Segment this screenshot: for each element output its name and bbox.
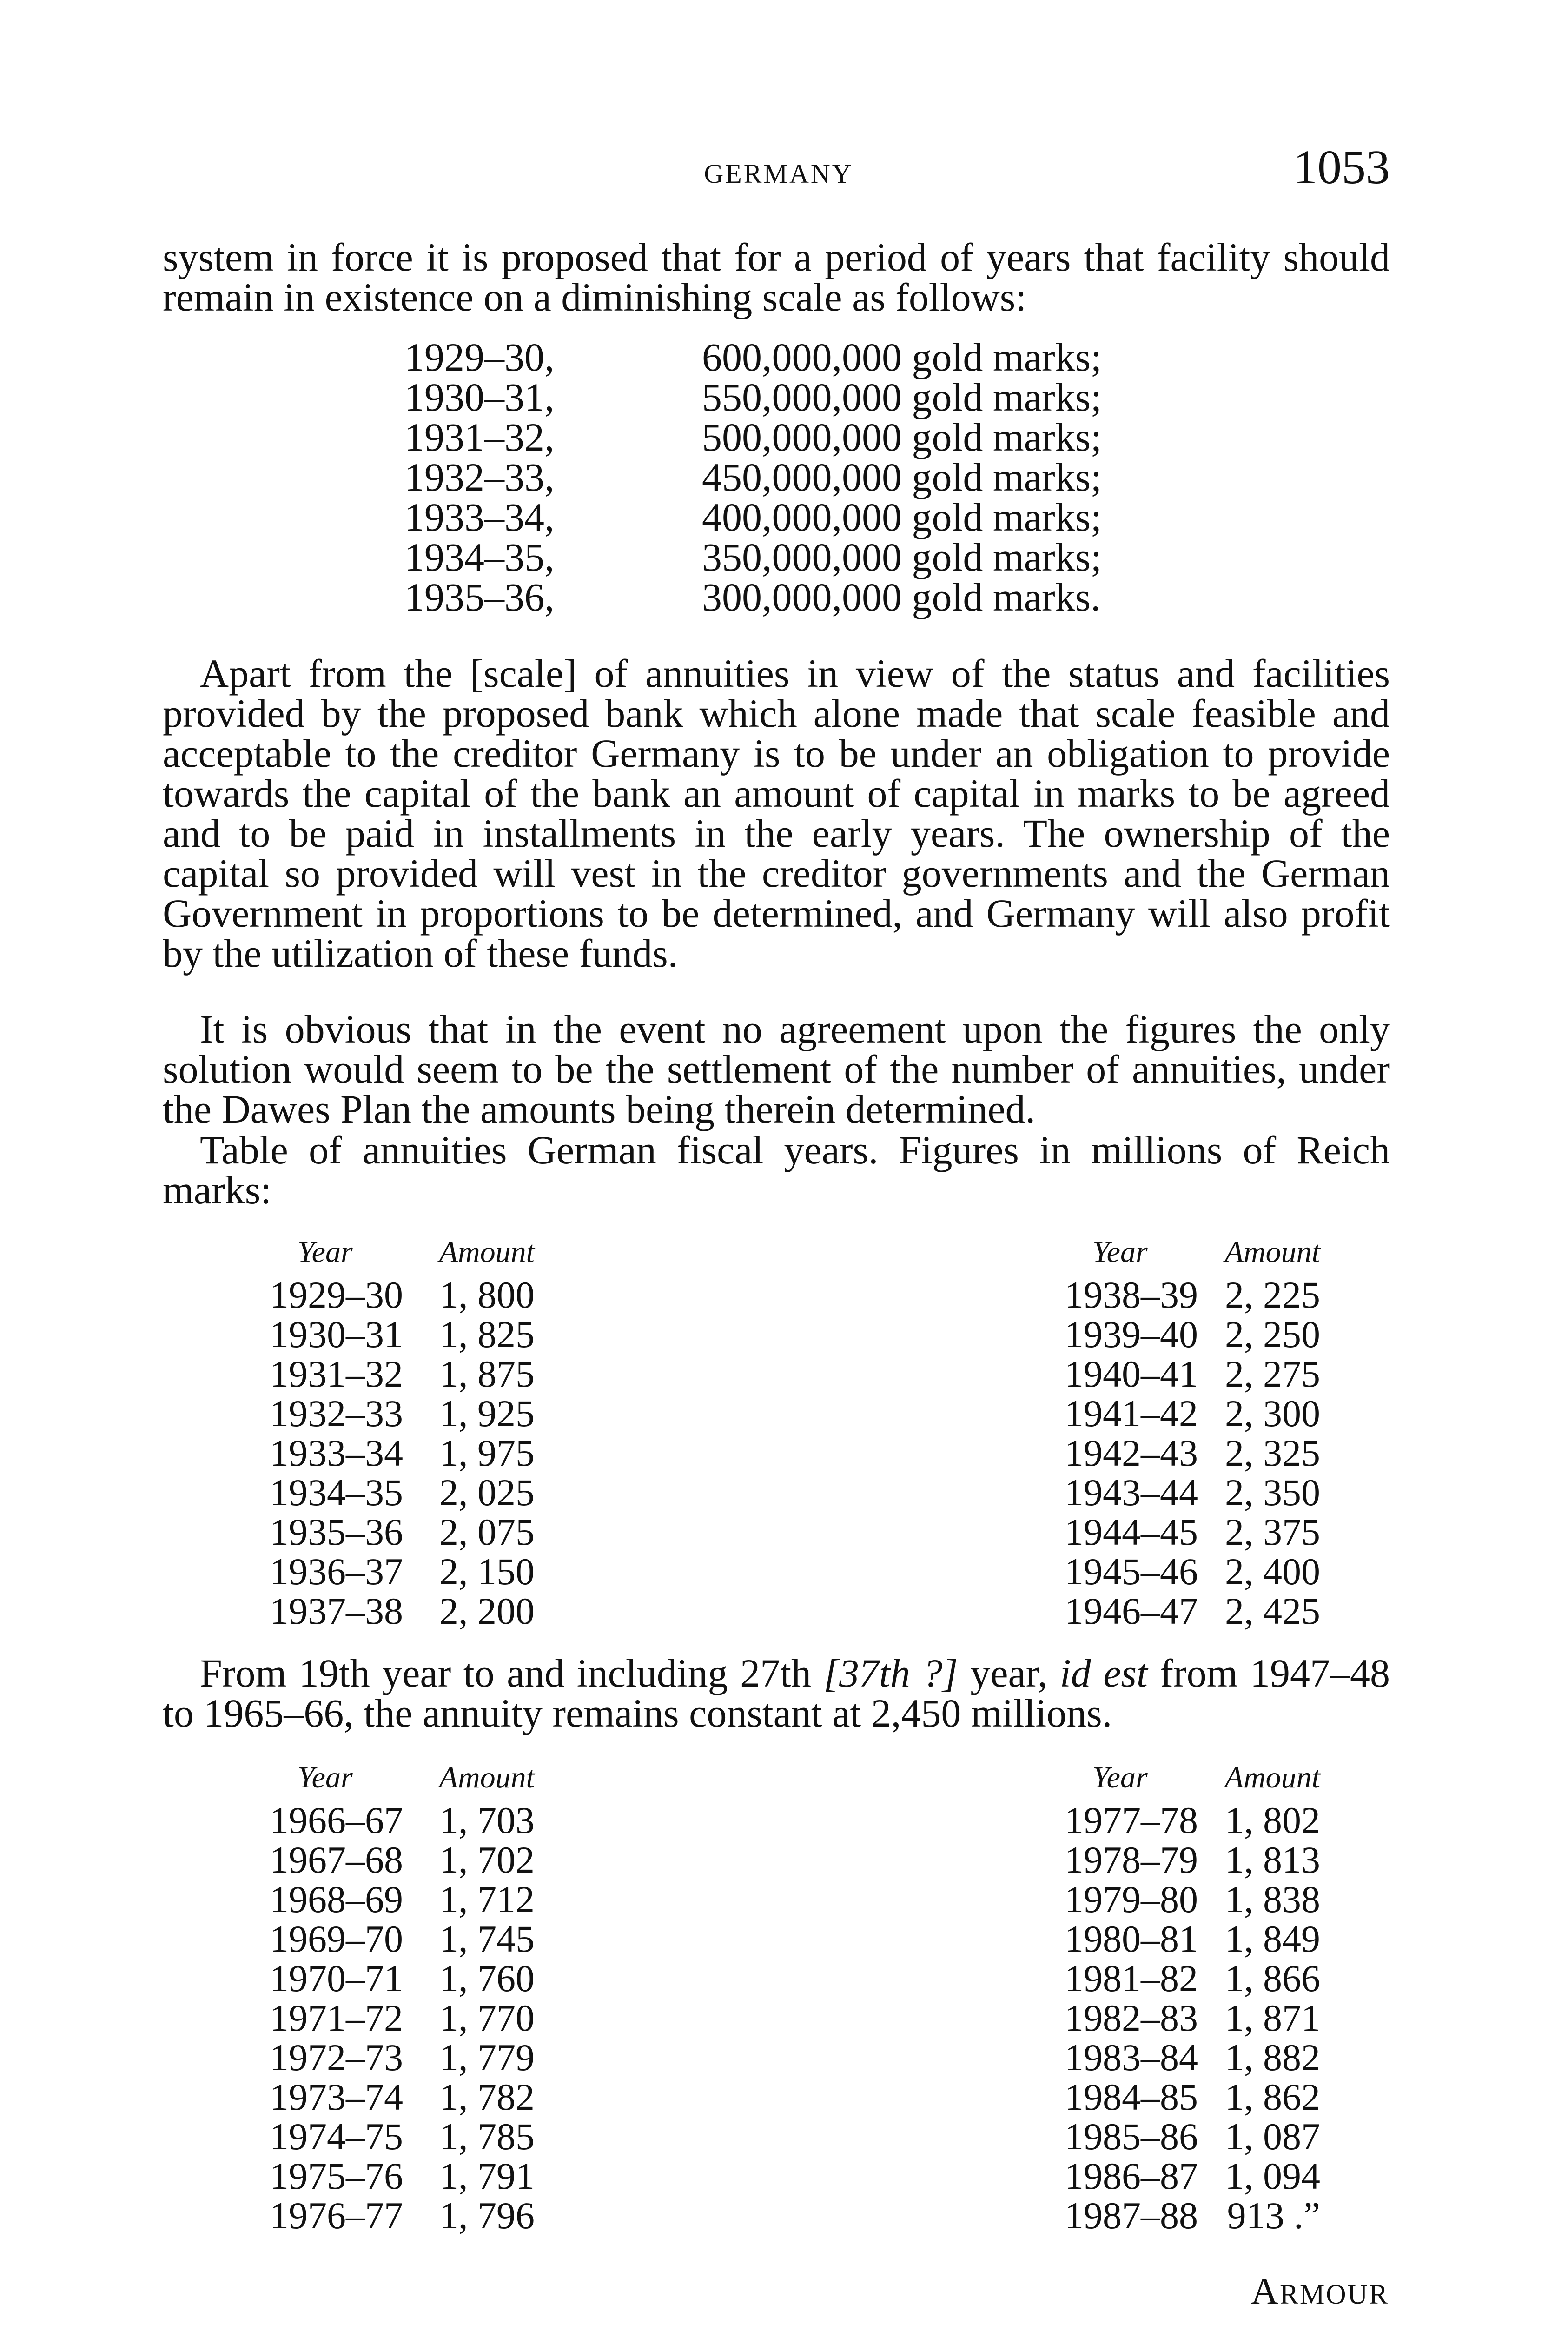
table-header [270,1758,1320,1800]
cell-amount: 2, 325 [1225,1432,1320,1474]
scale-year: 1932–33, [404,455,555,499]
cell-year: 1938–39 [1065,1274,1198,1316]
cell-year: 1972–73 [270,2036,403,2079]
column-header-amount: Amount [1224,1760,1320,1794]
cell-amount: 1, 849 [1225,1918,1320,1960]
cell-amount: 1, 770 [439,1997,535,2039]
cell-year: 1986–87 [1065,2155,1198,2197]
table-row [270,1800,1320,1840]
table-row [270,2038,1320,2077]
cell-year: 1968–69 [270,1878,403,1920]
cell-amount: 1, 702 [439,1839,535,1881]
annuities-table-1 [270,1232,1320,1631]
cell-year: 1984–85 [1065,2076,1198,2118]
cell-amount: 2, 075 [439,1511,535,1553]
cell-year: 1929–30 [270,1274,403,1316]
table-row [270,2196,1320,2235]
cell-amount: 1, 779 [439,2036,535,2079]
cell-year: 1941–42 [1065,1392,1198,1435]
cell-amount: 1, 882 [1225,2036,1320,2079]
cell-year: 1978–79 [1065,1839,1198,1881]
text-segment: From 19th year to and including 27th [200,1651,824,1695]
cell-year: 1946–47 [1065,1590,1198,1632]
signature [1251,2269,1389,2313]
cell-year: 1966–67 [270,1799,403,1841]
paragraph-apart-from-scale: Apart from the [scale] of annuities in view of the status and facilities provided by the proposed bank which alone made that scale feasible and acceptable to the creditor Germany is to be under an obligation to provide towards the capital of the bank an amount of capital in marks to be agreed and to be paid in installments in the early years. The ownership of the capital so provided will vest in the creditor governments and the German Government in proportions to be determined, and Germany will also profit by the utilization of these funds. [163,651,1390,976]
table-row [270,2156,1320,2196]
cell-year: 1971–72 [270,1997,403,2039]
column-header-amount: Amount [1224,1235,1320,1269]
column-header-year: Year [1092,1760,1148,1794]
cell-year: 1974–75 [270,2115,403,2158]
cell-year: 1939–40 [1065,1313,1198,1355]
cell-year: 1935–36 [270,1511,403,1553]
signature-rest: RMOUR [1279,2279,1389,2310]
cell-amount: 2, 275 [1225,1353,1320,1395]
page-header [167,140,1390,205]
cell-amount: 2, 375 [1225,1511,1320,1553]
cell-year: 1979–80 [1065,1878,1198,1920]
table-row [270,1959,1320,1998]
running-head: GERMANY [704,159,853,189]
cell-amount: 1, 825 [439,1313,535,1355]
table-row [270,1394,1320,1433]
cell-year: 1983–84 [1065,2036,1198,2079]
cell-amount: 1, 925 [439,1392,535,1435]
column-header-amount: Amount [439,1235,535,1269]
cell-amount: 1, 703 [439,1799,535,1841]
cell-amount: 2, 150 [439,1550,535,1593]
cell-year: 1937–38 [270,1590,403,1632]
text-segment: year, [958,1651,1060,1695]
cell-year: 1967–68 [270,1839,403,1881]
scale-row [404,537,1102,577]
cell-year: 1973–74 [270,2076,403,2118]
cell-year: 1980–81 [1065,1918,1198,1960]
scale-year: 1930–31, [404,375,555,419]
table-row [270,1840,1320,1880]
table-header [270,1232,1320,1275]
scale-year: 1934–35, [404,535,555,579]
table-row [270,1473,1320,1512]
scale-row [404,497,1102,537]
cell-year: 1982–83 [1065,1997,1198,2039]
cell-year: 1945–46 [1065,1550,1198,1593]
column-header-amount: Amount [439,1760,535,1794]
paragraph-intro: system in force it is proposed that for a period of years that facility should remain in existence on a diminishing scale as follows: [163,235,1390,319]
cell-year: 1985–86 [1065,2115,1198,2158]
cell-amount: 2, 400 [1225,1550,1320,1593]
cell-year: 1981–82 [1065,1957,1198,2000]
cell-amount: 1, 866 [1225,1957,1320,2000]
table-row [270,2117,1320,2156]
cell-amount: 1, 838 [1225,1878,1320,1920]
scale-row [404,337,1102,377]
cell-amount: 1, 800 [439,1274,535,1316]
column-header-year: Year [1092,1235,1148,1269]
cell-year: 1931–32 [270,1353,403,1395]
cell-amount: 1, 760 [439,1957,535,2000]
cell-amount: 1, 802 [1225,1799,1320,1841]
cell-amount: 2, 200 [439,1590,535,1632]
scale-year: 1929–30, [404,335,555,379]
scale-year: 1933–34, [404,495,555,539]
scale-row [404,377,1102,417]
cell-year: 1940–41 [1065,1353,1198,1395]
cell-amount: 1, 862 [1225,2076,1320,2118]
scale-amount: 550,000,000 gold marks; [702,375,1102,419]
cell-amount: 1, 875 [439,1353,535,1395]
table-row [270,1512,1320,1552]
cell-year: 1933–34 [270,1432,403,1474]
paragraph-constant-annuity [163,1653,1390,1733]
cell-amount: 2, 250 [1225,1313,1320,1355]
scale-amount: 450,000,000 gold marks; [702,455,1102,499]
page-number: 1053 [1293,140,1390,194]
column-header-year: Year [298,1235,353,1269]
cell-year: 1987–88 [1065,2194,1198,2237]
cell-amount: 1, 782 [439,2076,535,2118]
cell-year: 1942–43 [1065,1432,1198,1474]
cell-year: 1930–31 [270,1313,403,1355]
table-row [270,1354,1320,1394]
cell-amount: 1, 871 [1225,1997,1320,2039]
table-row [270,1552,1320,1591]
cell-year: 1970–71 [270,1957,403,2000]
cell-amount: 2, 350 [1225,1471,1320,1514]
scale-amount: 400,000,000 gold marks; [702,495,1102,539]
cell-year: 1975–76 [270,2155,403,2197]
editorial-note: [37th ?] [823,1651,958,1695]
table-row [270,2077,1320,2117]
table-row [270,1998,1320,2038]
table-row [270,1315,1320,1354]
cell-amount: 1, 712 [439,1878,535,1920]
cell-amount: 1, 975 [439,1432,535,1474]
table-row [270,1591,1320,1631]
cell-amount: 1, 785 [439,2115,535,2158]
signature-initial: A [1250,2270,1280,2312]
cell-amount: 1, 791 [439,2155,535,2197]
cell-year: 1969–70 [270,1918,403,1960]
scale-amount: 500,000,000 gold marks; [702,415,1102,459]
cell-amount: 2, 300 [1225,1392,1320,1435]
scale-year: 1931–32, [404,415,555,459]
cell-year: 1976–77 [270,2194,403,2237]
annuities-table-2 [270,1758,1320,2235]
cell-amount: 1, 813 [1225,1839,1320,1881]
cell-amount: 2, 225 [1225,1274,1320,1316]
cell-year: 1932–33 [270,1392,403,1435]
scale-amount: 350,000,000 gold marks; [702,535,1102,579]
scale-year: 1935–36, [404,575,555,619]
cell-year: 1977–78 [1065,1799,1198,1841]
paragraph-table-intro: Table of annuities German fiscal years. Figures in millions of Reich marks: [163,1128,1390,1212]
latin-phrase: id est [1059,1651,1148,1695]
cell-amount: 1, 796 [439,2194,535,2237]
table-row [270,1433,1320,1473]
scale-amount: 300,000,000 gold marks. [702,575,1101,619]
cell-year: 1936–37 [270,1550,403,1593]
scale-row [404,577,1102,617]
scale-amount: 600,000,000 gold marks; [702,335,1102,379]
text-segment: from 1947–48 to 1965–66, the annuity remains constant at 2,450 millions. [163,1651,1390,1735]
cell-year: 1944–45 [1065,1511,1198,1553]
cell-amount: 1, 087 [1225,2115,1320,2158]
table-row [270,1880,1320,1919]
cell-amount: 1, 745 [439,1918,535,1960]
paragraph-obvious: It is obvious that in the event no agreement upon the figures the only solution would seem to be the settlement of the number of annuities, under the Dawes Plan the amounts being therein determined. [163,1007,1390,1131]
cell-amount: 2, 025 [439,1471,535,1514]
cell-year: 1934–35 [270,1471,403,1514]
cell-amount: 913 .” [1227,2194,1320,2237]
table-row [270,1919,1320,1959]
diminishing-scale-list [404,337,1102,617]
column-header-year: Year [298,1760,353,1794]
cell-year: 1943–44 [1065,1471,1198,1514]
table-row [270,1275,1320,1315]
scale-row [404,417,1102,457]
cell-amount: 2, 425 [1225,1590,1320,1632]
scale-row [404,457,1102,497]
cell-amount: 1, 094 [1225,2155,1320,2197]
